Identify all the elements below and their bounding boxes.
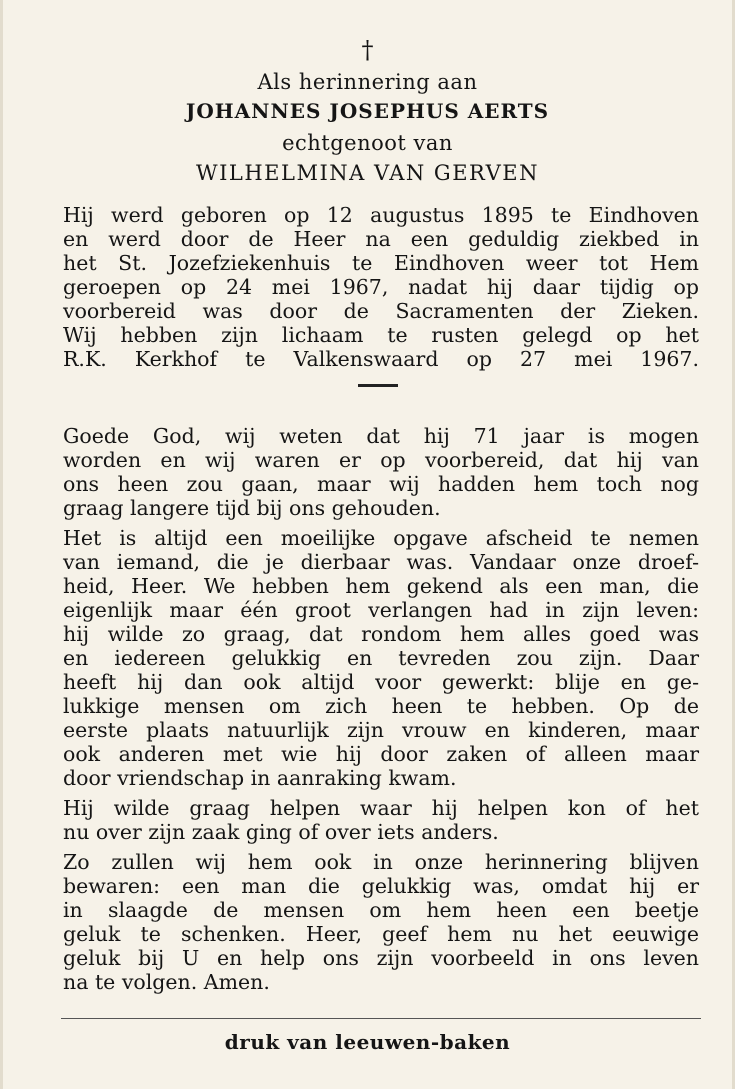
text-line: geroepen op 24 mei 1967, nadat hij daar tijdig op — [63, 275, 699, 299]
text-line: en iedereen gelukkig en tevreden zou zijn. Daar — [63, 646, 699, 670]
separator-rule — [358, 384, 398, 387]
text-line: worden en wij waren er op voorbereid, dat hij van — [63, 448, 699, 472]
text-line: heid, Heer. We hebben hem gekend als een man, die — [63, 574, 699, 598]
text-line: lukkige mensen om zich heen te hebben. Op de — [63, 694, 699, 718]
text-line: voorbereid was door de Sacramenten der Zieken. — [63, 299, 699, 323]
text-line: ook anderen met wie hij door zaken of alleen maar — [63, 742, 699, 766]
text-line: hij wilde zo graag, dat rondom hem alles goed was — [63, 622, 699, 646]
text-line: geluk bij U en help ons zijn voorbeeld in ons leven — [63, 946, 699, 970]
footer-rule — [61, 1018, 701, 1019]
text-line: Hij wilde graag helpen waar hij helpen kon of het — [63, 796, 699, 820]
text-line: heeft hij dan ook altijd voor gewerkt: blije en ge- — [63, 670, 699, 694]
spouse-intro: echtgenoot van — [282, 131, 453, 155]
text-line: van iemand, die je dierbaar was. Vandaar onze droef- — [63, 550, 699, 574]
text-line: Hij werd geboren op 12 augustus 1895 te Eindhoven — [63, 203, 699, 227]
prayer-paragraph-1 — [63, 424, 699, 520]
prayer-paragraph-2 — [63, 526, 699, 790]
prayer-paragraph-3 — [63, 796, 699, 844]
cross-icon: † — [361, 36, 374, 64]
text-line: Wij hebben zijn lichaam te rusten gelegd op het — [63, 323, 699, 347]
printer-credit: druk van leeuwen-baken — [224, 1030, 511, 1054]
text-line: door vriendschap in aanraking kwam. — [63, 766, 457, 790]
text-line: graag langere tijd bij ons gehouden. — [63, 496, 441, 520]
spouse-name: WILHELMINA VAN GERVEN — [196, 161, 539, 185]
text-line: ons heen zou gaan, maar wij hadden hem toch nog — [63, 472, 699, 496]
deceased-name: JOHANNES JOSEPHUS AERTS — [185, 99, 550, 123]
text-line: eerste plaats natuurlijk zijn vrouw en kinderen, maar — [63, 718, 699, 742]
prayer-paragraph-4 — [63, 850, 699, 994]
text-line: Zo zullen wij hem ook in onze herinnering blijven — [63, 850, 699, 874]
text-line: en werd door de Heer na een geduldig ziekbed in — [63, 227, 699, 251]
text-line: Het is altijd een moeilijke opgave afscheid te nemen — [63, 526, 699, 550]
remembrance-intro: Als herinnering aan — [257, 70, 478, 94]
text-line: geluk te schenken. Heer, geef hem nu het eeuwige — [63, 922, 699, 946]
text-line: na te volgen. Amen. — [63, 970, 270, 994]
text-line: eigenlijk maar één groot verlangen had in zijn leven: — [63, 598, 699, 622]
text-line: het St. Jozefziekenhuis te Eindhoven weer tot Hem — [63, 251, 699, 275]
biography-paragraph — [63, 203, 699, 371]
text-line: Goede God, wij weten dat hij 71 jaar is mogen — [63, 424, 699, 448]
text-line: R.K. Kerkhof te Valkenswaard op 27 mei 1967. — [63, 347, 699, 371]
text-line: bewaren: een man die gelukkig was, omdat hij er — [63, 874, 699, 898]
text-line: nu over zijn zaak ging of over iets anders. — [63, 820, 499, 844]
text-line: in slaagde de mensen om hem heen een beetje — [63, 898, 699, 922]
